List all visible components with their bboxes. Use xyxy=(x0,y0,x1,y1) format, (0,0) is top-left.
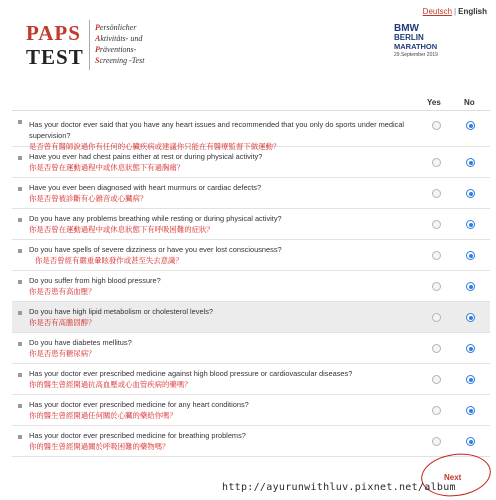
answer-yes-radio[interactable] xyxy=(432,437,441,446)
answer-yes-radio[interactable] xyxy=(432,406,441,415)
sponsor-date: 29.September 2019 xyxy=(394,52,438,58)
answer-no-radio[interactable] xyxy=(466,344,475,353)
question-row xyxy=(12,240,490,271)
question-row xyxy=(12,111,490,151)
answer-no-radio[interactable] xyxy=(466,189,475,198)
question-text-zh: 是否曾有醫師說過你有任何的心臟疾病或建議你只能在有醫療監督下做運動？ xyxy=(29,142,281,151)
language-german-link[interactable]: Deutsch xyxy=(422,7,453,16)
drag-handle-icon xyxy=(18,342,22,346)
answer-yes-radio[interactable] xyxy=(432,189,441,198)
answer-no-radio[interactable] xyxy=(466,220,475,229)
question-row xyxy=(12,333,490,364)
drag-handle-icon xyxy=(18,280,22,284)
drag-handle-icon xyxy=(18,311,22,315)
answer-no-radio[interactable] xyxy=(466,437,475,446)
language-separator: | xyxy=(454,7,457,16)
answer-no-radio[interactable] xyxy=(466,251,475,260)
answer-no-radio[interactable] xyxy=(466,375,475,384)
answer-yes-radio[interactable] xyxy=(432,344,441,353)
question-row xyxy=(12,302,490,333)
question-row xyxy=(12,395,490,426)
question-text-zh: 你是否曾在運動過程中或休息狀態下有過胸痛？ xyxy=(29,163,185,172)
question-text-zh: 你是否曾在運動過程中或休息狀態下有呼吸困難的症狀？ xyxy=(29,225,214,234)
column-header-no: No xyxy=(464,98,475,107)
question-text-zh: 你是否患有高血壓？ xyxy=(29,287,96,296)
answer-yes-radio[interactable] xyxy=(432,375,441,384)
question-text-zh: 你是否曾經有嚴重暈眩發作或甚至失去意識？ xyxy=(35,256,183,265)
question-text-en: Do you have high lipid metabolism or cholesterol levels? xyxy=(29,307,214,316)
answer-no-radio[interactable] xyxy=(466,313,475,322)
question-text-zh: 你是否患有糖尿病？ xyxy=(29,349,96,358)
sponsor-logo xyxy=(394,24,444,60)
question-row xyxy=(12,426,490,457)
language-english-link[interactable]: English xyxy=(458,7,487,16)
question-text-en: Has your doctor ever prescribed medicine for breathing problems? xyxy=(29,431,246,440)
answer-yes-radio[interactable] xyxy=(432,220,441,229)
question-text-zh: 你的醫生曾經開過關於呼吸困難的藥物嗎？ xyxy=(29,442,170,451)
drag-handle-icon xyxy=(18,373,22,377)
sponsor-event: MARATHON xyxy=(394,42,438,51)
question-text-en: Do you suffer from high blood pressure? xyxy=(29,276,161,285)
sponsor-brand: BMW xyxy=(394,23,419,34)
question-row xyxy=(12,271,490,302)
drag-handle-icon xyxy=(18,218,22,222)
question-text-en: Has your doctor ever prescribed medicine against high blood pressure or cardiovascular diseases? xyxy=(29,369,353,378)
drag-handle-icon xyxy=(18,435,22,439)
question-text-en: Have you ever been diagnosed with heart murmurs or cardiac defects? xyxy=(29,183,262,192)
answer-no-radio[interactable] xyxy=(466,158,475,167)
questionnaire xyxy=(12,110,490,457)
logo-test: TEST xyxy=(26,45,84,69)
logo-paps: PAPS xyxy=(26,21,81,45)
question-text-en: Has your doctor ever prescribed medicine for any heart conditions? xyxy=(29,400,249,409)
answer-yes-radio[interactable] xyxy=(432,251,441,260)
answer-yes-radio[interactable] xyxy=(432,121,441,130)
drag-handle-icon xyxy=(18,249,22,253)
question-text-en: Has your doctor ever said that you have any heart issues and recommended that you only do sports under medical supervision? xyxy=(29,120,405,140)
answer-yes-radio[interactable] xyxy=(432,313,441,322)
question-text-en: Do you have diabetes mellitus? xyxy=(29,338,132,347)
watermark: http://ayurunwithluv.pixnet.net/album xyxy=(222,482,456,493)
logo-divider xyxy=(89,20,90,70)
question-text-zh: 你的醫生曾經開過抗高血壓或心血管疾病的藥嗎？ xyxy=(29,380,192,389)
question-row xyxy=(12,178,490,209)
drag-handle-icon xyxy=(18,404,22,408)
question-row xyxy=(12,147,490,178)
question-text-zh: 你是否曾被診斷有心雜音或心臟病？ xyxy=(29,194,148,203)
drag-handle-icon xyxy=(18,187,22,191)
question-text-zh: 你的醫生曾經開過任何關於心臟的藥給你嗎？ xyxy=(29,411,177,420)
logo-tagline: Persönlicher Aktivitäts- und Präventions- Screening -Test xyxy=(95,23,145,65)
question-text-en: Have you ever had chest pains either at rest or during physical activity? xyxy=(29,152,263,161)
answer-yes-radio[interactable] xyxy=(432,282,441,291)
answer-no-radio[interactable] xyxy=(466,121,475,130)
drag-handle-icon xyxy=(18,156,22,160)
question-row xyxy=(12,364,490,395)
question-text-zh: 你是否有高膽固醇？ xyxy=(29,318,96,327)
question-text-en: Do you have any problems breathing while resting or during physical activity? xyxy=(29,214,282,223)
answer-no-radio[interactable] xyxy=(466,282,475,291)
question-row xyxy=(12,209,490,240)
language-switcher xyxy=(423,7,487,16)
drag-handle-icon xyxy=(18,120,22,124)
sponsor-city: BERLIN xyxy=(394,33,424,42)
next-button[interactable]: Next xyxy=(444,473,462,482)
answer-no-radio[interactable] xyxy=(466,406,475,415)
answer-yes-radio[interactable] xyxy=(432,158,441,167)
column-header-yes: Yes xyxy=(427,98,441,107)
question-text-en: Do you have spells of severe dizziness or have you ever lost consciousness? xyxy=(29,245,282,254)
